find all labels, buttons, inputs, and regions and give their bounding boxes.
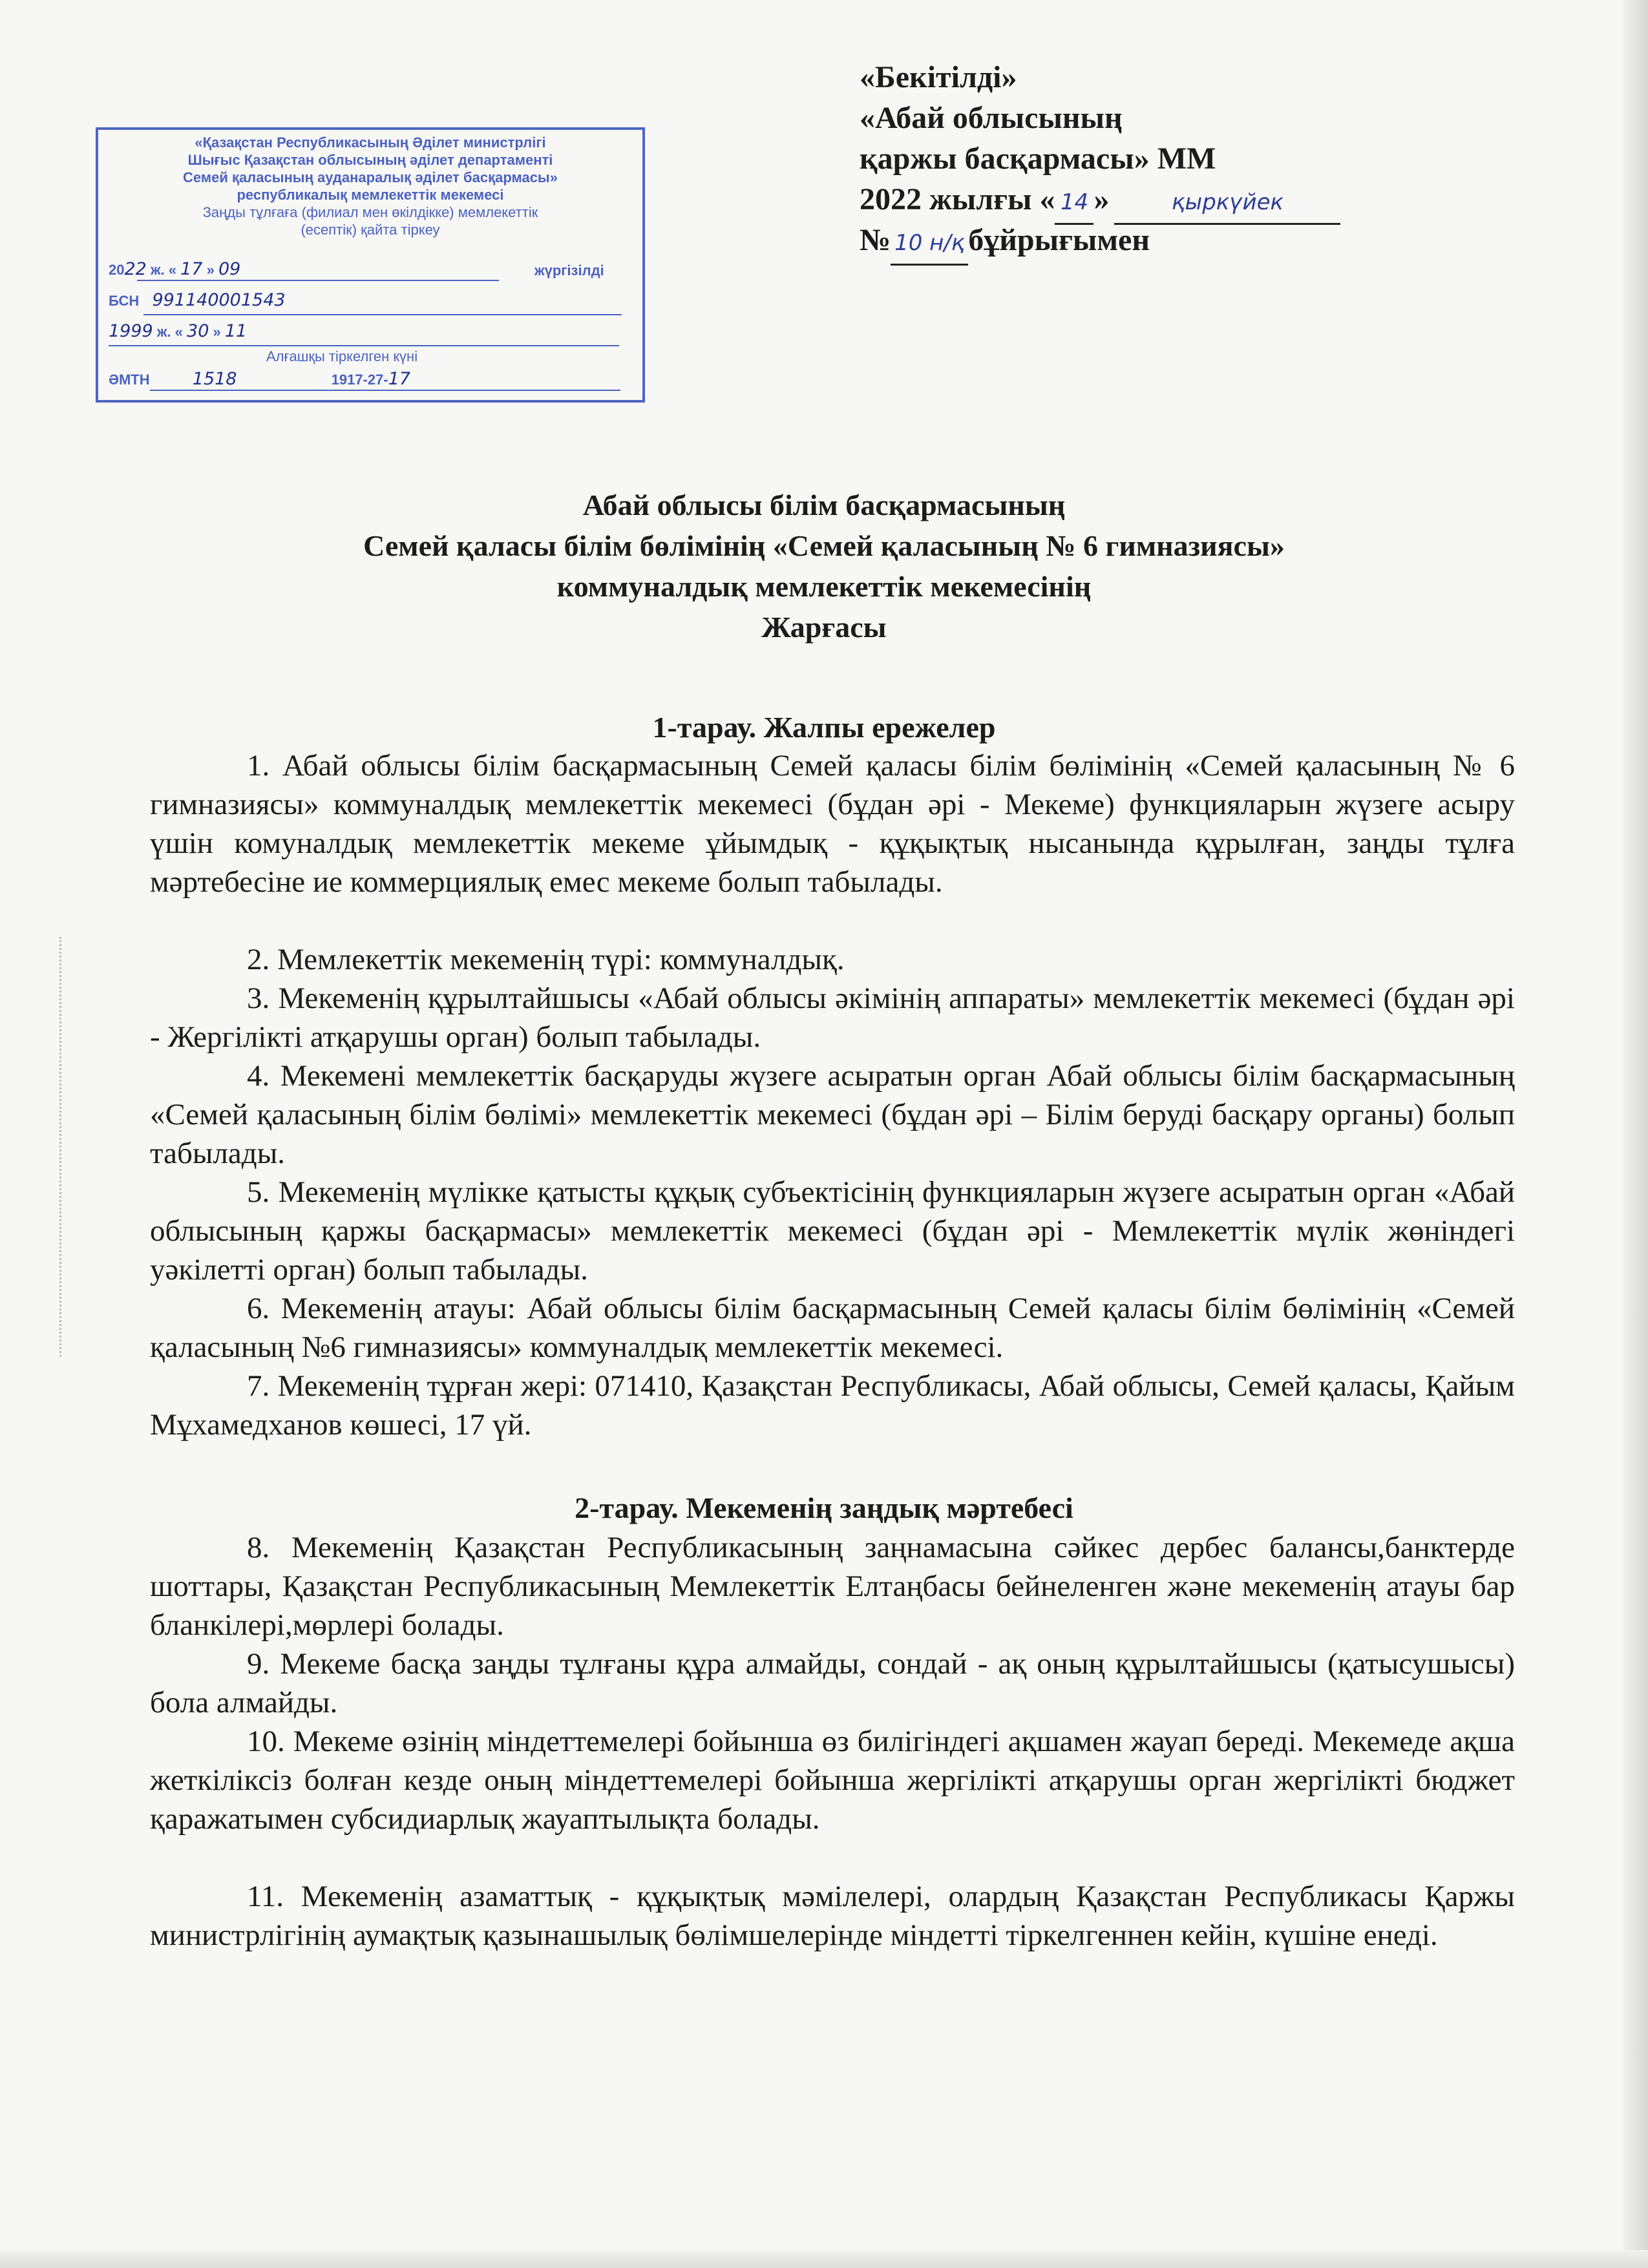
stamp-first-month: 11 [224, 321, 248, 341]
binding-holes [59, 937, 70, 1357]
paragraph-5: 5. Мекеменің мүлікке қатысты құқық субъектісінің функцияларын жүзеге асыратын орган «Абай облысының қаржы басқармасы» мемлекеттік мекемесі (бұдан әрі - Мемлекеттік мүлік жөніндегі уәкілетті орган) болып табылады. [150, 1175, 1515, 1286]
title-line-4: Жарғасы [761, 611, 887, 644]
approval-day-handwritten: 14 [1060, 189, 1089, 215]
approval-line-3: қаржы басқармасы» ММ [860, 142, 1216, 176]
stamp-first-label: Алғашқы тіркелген күні [266, 348, 418, 364]
approval-date-mid: » [1093, 182, 1110, 216]
stamp-header-line-3: Семей қаласының ауданаралық әділет басқармасы» [183, 169, 558, 185]
section-2-title: 2-тарау. Мекеменің заңдық мәртебесі [575, 1491, 1073, 1524]
stamp-emtn-row [109, 369, 410, 389]
stamp-header-line-2: Шығыс Қазақстан облысының әділет департаменті [187, 152, 553, 168]
paragraph-2: 2. Мемлекеттік мекеменің түрі: коммуналдық. [247, 943, 845, 976]
approval-date-prefix: 2022 жылғы « [860, 182, 1055, 216]
approval-line-4 [860, 179, 1506, 220]
page-bottom-edge [0, 2250, 1648, 2268]
stamp-first-day: 30 [187, 321, 209, 341]
stamp-header-line-4: республикалық мемлекеттік мекемесі [237, 187, 504, 203]
registration-stamp [96, 127, 645, 403]
approval-line-2: «Абай облысының [860, 101, 1123, 135]
stamp-emtn-code: 1917-27- [331, 372, 388, 388]
stamp-header-line-5: Заңды тұлғаға (филиал мен өкілдікке) мемлекеттік [202, 204, 538, 220]
paragraph-7: 7. Мекеменің тұрған жері: 071410, Қазақстан Республикасы, Абай облысы, Семей қаласы, Қайым Мұхамедханов көшесі, 17 үй. [150, 1369, 1515, 1442]
paragraph-11: 11. Мекеменің азаматтық - құқықтық мәмілелері, олардың Қазақстан Республикасы Қаржы министрлігінің аумақтық қазынашылық бөлімшелерінде міндетті тіркелгеннен кейін, күшіне енеді. [150, 1880, 1515, 1952]
stamp-reg-day: 17 [180, 259, 203, 279]
approval-line-5 [860, 220, 1506, 260]
paragraph-10: 10. Мекеме өзінің міндеттемелері бойынша өз билігіндегі ақшамен жауап береді. Мекемеде ақша жеткіліксіз болған кезде оның міндеттемелері бойынша жергілікті атқарушы орган жергілікті бюджет қаражатымен субсидиарлық жауаптылықта болады. [150, 1725, 1515, 1836]
paragraph-6: 6. Мекеменің атауы: Абай облысы білім басқармасының Семей қаласы білім бөлімінің «Семей қаласының №6 гимназиясы» коммуналдық мемлекеттік мекемесі. [150, 1292, 1515, 1364]
stamp-first-registration-row: 1999 ж. « 30 » 11 [109, 321, 248, 341]
approval-month-handwritten: қыркүйек [1171, 189, 1284, 215]
approval-line-1: «Бекітілді» [860, 60, 1017, 94]
document-title [129, 485, 1519, 647]
stamp-first-mid: ж. « [156, 324, 183, 340]
title-line-3: коммуналдық мемлекеттік мекемесінің [556, 570, 1092, 603]
stamp-header-line-6: (есептік) қайта тіркеу [301, 222, 440, 238]
stamp-bin-value: 991140001543 [152, 290, 286, 310]
title-line-2: Семей қаласы білім бөлімінің «Семей қаласының № 6 гимназиясы» [363, 529, 1285, 562]
paragraph-3: 3. Мекеменің құрылтайшысы «Абай облысы әкімінің аппараты» мемлекеттік мекемесі (бұдан әрі - Жергілікті атқарушы орган) болып табылады. [150, 982, 1515, 1054]
stamp-reg-month: 09 [218, 259, 241, 279]
section-1-title: 1-тарау. Жалпы ережелер [652, 711, 996, 744]
stamp-header-line-1: «Қазақстан Республикасының Әділет министрлігі [195, 134, 546, 151]
stamp-emtn-value: 1518 [192, 369, 237, 389]
paragraph-9: 9. Мекеме басқа заңды тұлғаны құра алмайды, сондай - ақ оның құрылтайшысы (қатысушысы) бола алмайды. [150, 1647, 1515, 1719]
stamp-reg-year: 22 [124, 259, 147, 279]
stamp-reregistration-row: 2022 ж. « 17 » 09 [109, 259, 241, 279]
stamp-bin-label: БСН [109, 293, 140, 309]
title-line-1: Абай облысы білім басқармасының [582, 488, 1066, 521]
stamp-reg-suffix: жүргізілді [534, 262, 604, 278]
stamp-emtn-code-handwritten: 17 [388, 369, 411, 389]
stamp-first-year: 1999 [109, 321, 153, 341]
approval-number-prefix: № [860, 223, 891, 257]
page-edge [1623, 0, 1648, 2268]
paragraph-8: 8. Мекеменің Қазақстан Республикасының заңнамасына сәйкес дербес балансы,банктерде шоттары, Қазақстан Республикасының Мемлекеттік Елтаңбасы бейнеленген және мекеменің атауы бар бланкілері,мөрлері болады. [150, 1531, 1515, 1642]
stamp-reg-prefix: 20 [109, 262, 125, 278]
approval-number-handwritten: 10 н/қ [894, 230, 965, 256]
stamp-emtn-label: ӘМТН [109, 372, 150, 388]
approval-block [860, 57, 1506, 260]
approval-order-label: бұйрығымен [968, 223, 1150, 257]
stamp-header [109, 134, 632, 238]
paragraph-1: 1. Абай облысы білім басқармасының Семей қаласы білім бөлімінің «Семей қаласының № 6 гимназиясы» коммуналдық мемлекеттік мекемесі (бұдан әрі - Мекеме) функцияларын жүзеге асыру үшін комуналдық мемлекеттік мекеме ұйымдық - құқықтық нысанында құрылған, заңды тұлға мәртебесіне ие коммерциялық емес мекеме болып табылады. [150, 749, 1515, 899]
stamp-bin-row [109, 290, 286, 310]
paragraph-4: 4. Мекемені мемлекеттік басқаруды жүзеге асыратын орган Абай облысы білім басқармасының «Семей қаласының білім бөлімі» мемлекеттік мекемесі (бұдан әрі – Білім беруді басқару органы) болып табылады. [150, 1059, 1515, 1170]
